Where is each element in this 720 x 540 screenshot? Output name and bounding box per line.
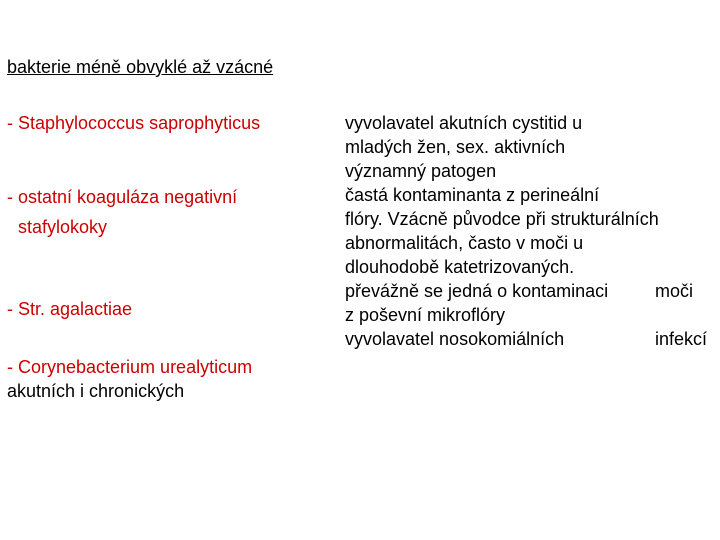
item-str-agalactiae: - Str. agalactiae: [7, 299, 133, 319]
heading: bakterie méně obvyklé až vzácné: [7, 57, 274, 77]
desc-line: flóry. Vzácně původce při strukturálních: [345, 209, 659, 229]
desc-line: [345, 327, 717, 351]
item-koagulaza-negativni-cont: stafylokoky: [18, 217, 108, 237]
desc-line: dlouhodobě katetrizovaných.: [345, 257, 575, 277]
item-koagulaza-negativni: - ostatní koaguláza negativní: [7, 187, 238, 207]
desc-text: moči: [655, 281, 694, 301]
desc-text: infekcí: [655, 329, 708, 349]
desc-line: významný patogen: [345, 161, 497, 181]
desc-line: vyvolavatel akutních cystitid u: [345, 113, 583, 133]
desc-text: vyvolavatel nosokomiálních: [345, 329, 565, 349]
desc-text: převážně se jedná o kontaminaci: [345, 281, 609, 301]
desc-line: [345, 279, 717, 303]
item-corynebacterium: - Corynebacterium urealyticum: [7, 357, 253, 377]
desc-line: častá kontaminanta z perineální: [345, 185, 600, 205]
desc-line: z poševní mikroflóry: [345, 305, 506, 325]
desc-line: abnormalitách, často v moči u: [345, 233, 584, 253]
desc-line: mladých žen, sex. aktivních: [345, 137, 566, 157]
item-corynebacterium-cont: akutních i chronických: [7, 381, 185, 401]
item-staphylococcus-saprophyticus: - Staphylococcus saprophyticus: [7, 113, 261, 133]
descriptions: [345, 111, 717, 351]
